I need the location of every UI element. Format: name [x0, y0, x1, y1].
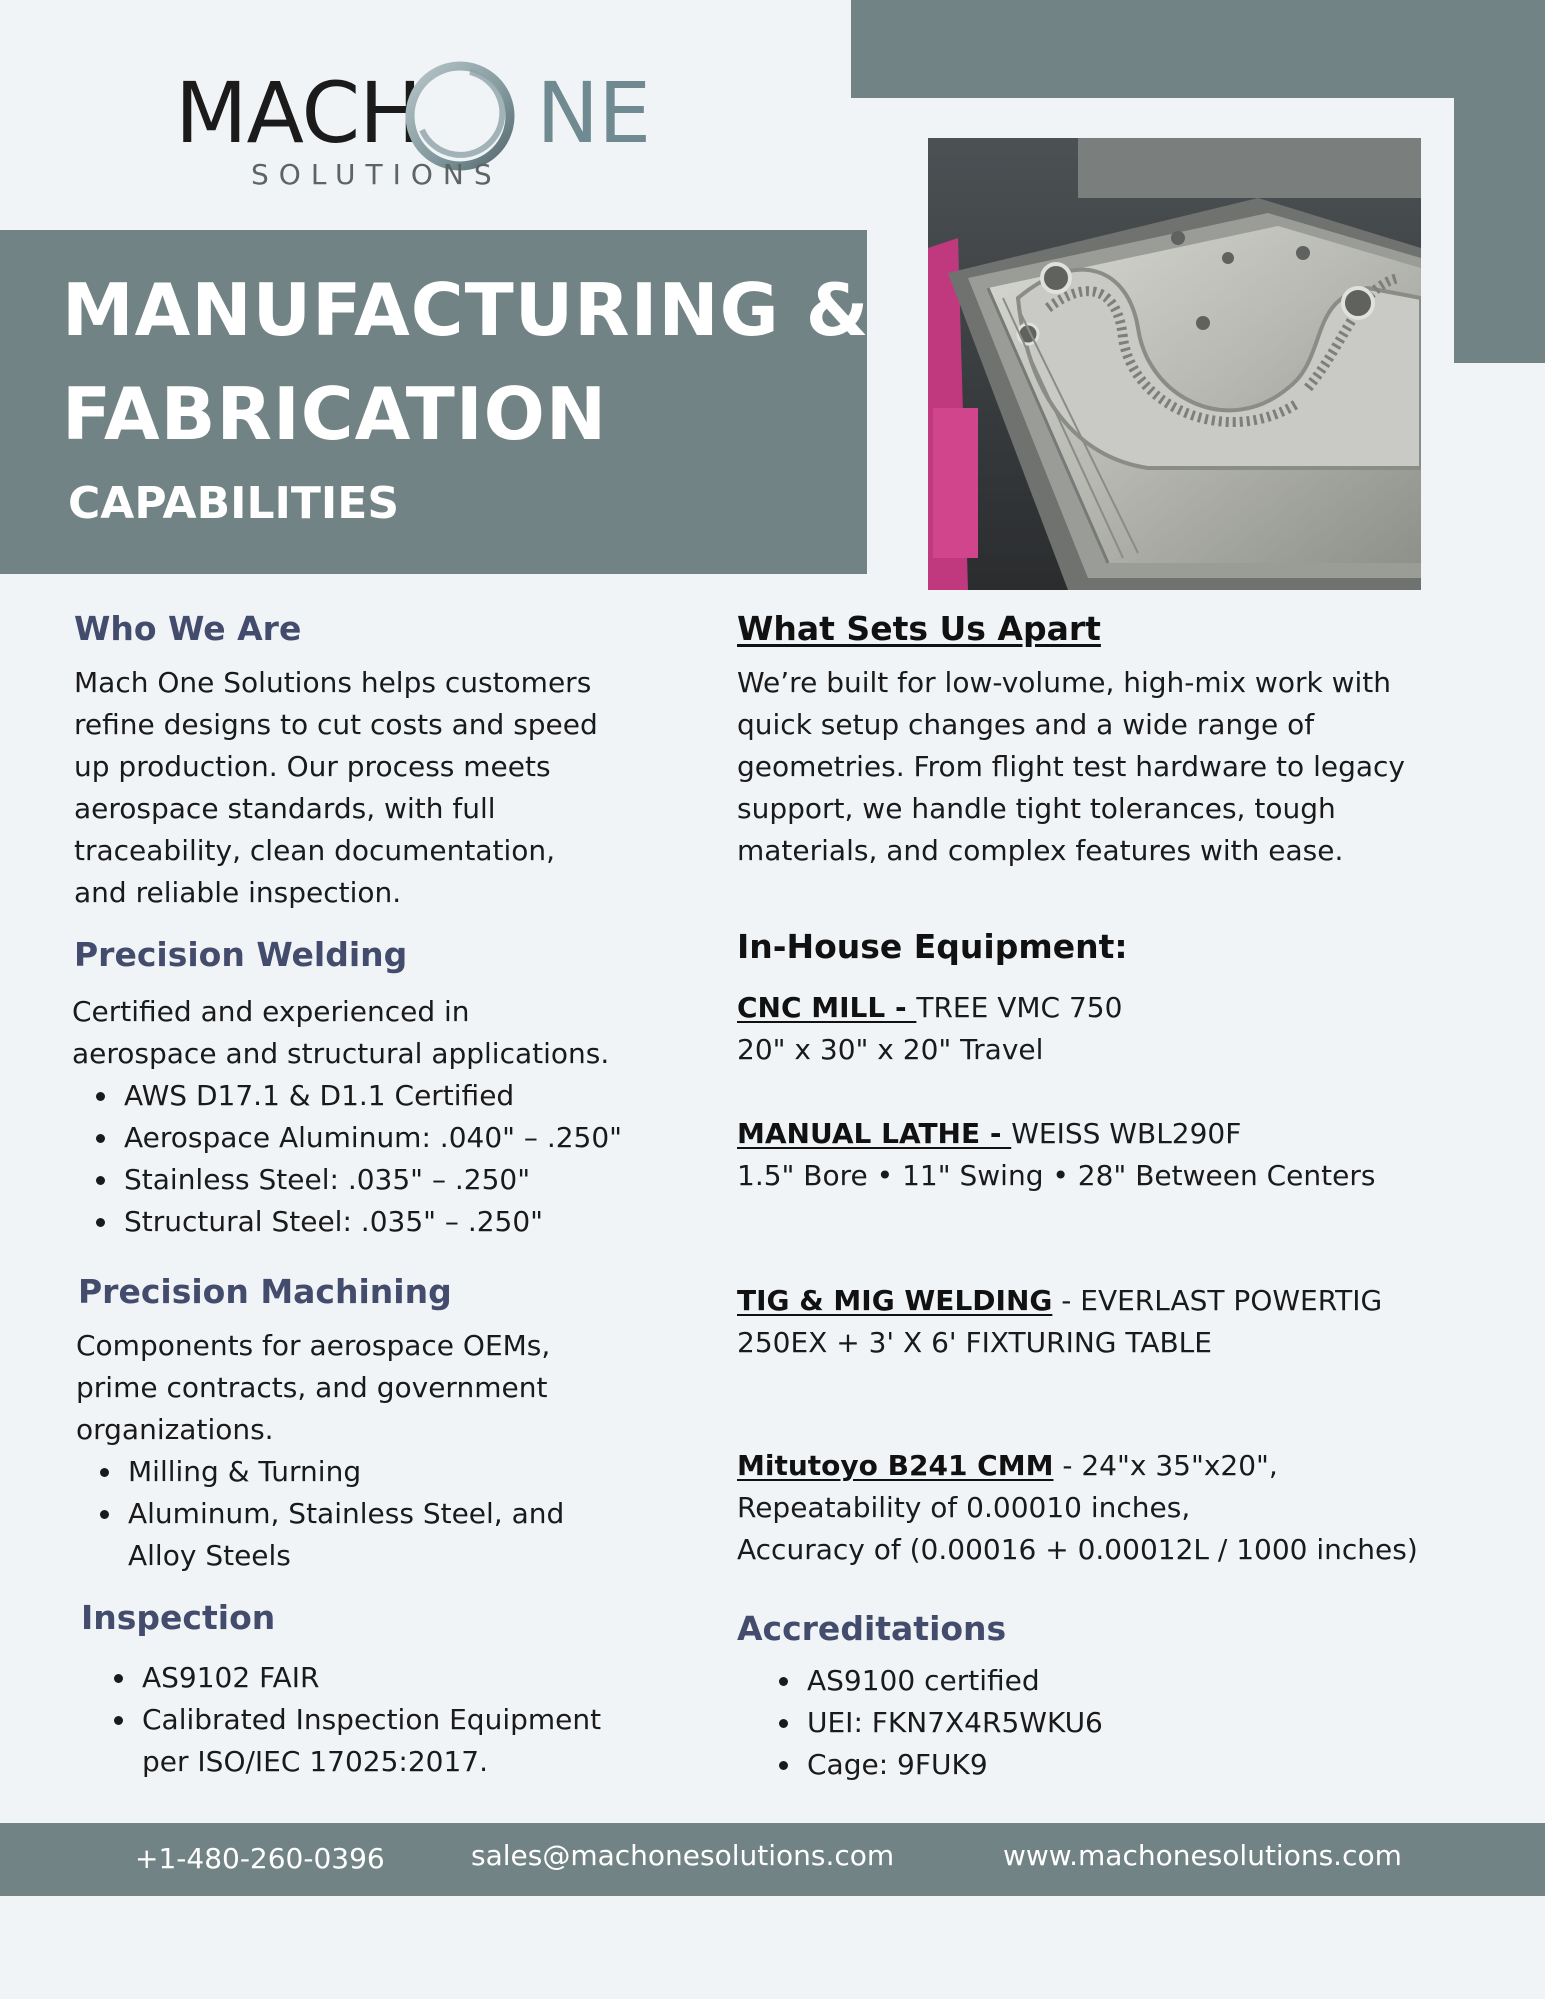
text-line: quick setup changes and a wide range of [737, 708, 1315, 741]
logo-ring-icon [400, 50, 524, 174]
logo-subtitle: SOLUTIONS [251, 158, 502, 191]
equipment-heading: In-House Equipment: [737, 927, 1128, 966]
list-item-continuation [90, 1741, 710, 1783]
cmm-size: - 24"x 35"x20", [1053, 1449, 1278, 1482]
accreditations-heading: Accreditations [737, 1609, 1007, 1648]
list-item-continuation [76, 1535, 716, 1577]
precision-machining-heading: Precision Machining [78, 1272, 452, 1311]
text-line: organizations. [76, 1413, 274, 1446]
title-line-2: FABRICATION [62, 372, 608, 456]
machined-part-photo [928, 138, 1421, 590]
footer-phone[interactable]: +1-480-260-0396 [135, 1842, 385, 1875]
manual-lathe-specs: 1.5" Bore • 11" Swing • 28" Between Centers [737, 1159, 1376, 1192]
cnc-mill-model: TREE VMC 750 [916, 991, 1123, 1024]
who-we-are-heading: Who We Are [74, 609, 302, 648]
text-line: Certified and experienced in [72, 995, 470, 1028]
cmm-label: Mitutoyo B241 CMM [737, 1449, 1054, 1482]
text-line: materials, and complex features with ease. [737, 834, 1344, 867]
inspection-list [90, 1657, 710, 1783]
equipment-cmm [737, 1445, 1527, 1571]
text-line: Mach One Solutions helps customers [74, 666, 592, 699]
equipment-cnc-mill [737, 987, 1517, 1071]
corner-decoration-side [1454, 0, 1545, 363]
what-sets-us-apart-text [737, 662, 1497, 872]
precision-machining-list [76, 1451, 716, 1577]
welding-model: - EVERLAST POWERTIG [1052, 1284, 1383, 1317]
precision-welding-text [72, 991, 712, 1075]
title-banner [0, 230, 870, 574]
equipment-welding [737, 1280, 1517, 1364]
list-item: AS9102 FAIR [90, 1657, 710, 1699]
welding-table: 250EX + 3' X 6' FIXTURING TABLE [737, 1326, 1212, 1359]
text-line: prime contracts, and government [76, 1371, 548, 1404]
text-line: geometries. From flight test hardware to legacy [737, 750, 1405, 783]
welding-label: TIG & MIG WELDING [737, 1284, 1053, 1317]
footer-email[interactable]: sales@machonesolutions.com [471, 1839, 895, 1872]
equipment-manual-lathe [737, 1113, 1517, 1197]
text-line: refine designs to cut costs and speed [74, 708, 598, 741]
list-item: Stainless Steel: .035" – .250" [72, 1159, 712, 1201]
precision-welding-list [72, 1075, 712, 1243]
who-we-are-text [74, 662, 694, 914]
list-item: Cage: 9FUK9 [755, 1744, 1355, 1786]
title-line-1: MANUFACTURING & [62, 268, 870, 352]
cmm-accuracy: Accuracy of (0.00016 + 0.00012L / 1000 inches) [737, 1533, 1418, 1566]
text-line: aerospace and structural applications. [72, 1037, 610, 1070]
text-line: Components for aerospace OEMs, [76, 1329, 551, 1362]
list-item: Aerospace Aluminum: .040" – .250" [72, 1117, 712, 1159]
list-item: AWS D17.1 & D1.1 Certified [72, 1075, 712, 1117]
cnc-mill-travel: 20" x 30" x 20" Travel [737, 1033, 1044, 1066]
footer-website[interactable]: www.machonesolutions.com [1003, 1839, 1402, 1872]
list-item: Structural Steel: .035" – .250" [72, 1201, 712, 1243]
text-line: up production. Our process meets [74, 750, 551, 783]
corner-decoration-top [851, 0, 1545, 98]
text-line: We’re built for low-volume, high-mix work with [737, 666, 1391, 699]
what-sets-us-apart-heading: What Sets Us Apart [737, 609, 1101, 648]
list-item: UEI: FKN7X4R5WKU6 [755, 1702, 1355, 1744]
list-item: Calibrated Inspection Equipment [90, 1699, 710, 1741]
continuation-text: Alloy Steels [128, 1539, 291, 1572]
precision-machining-text [76, 1325, 716, 1451]
contact-footer [0, 1823, 1545, 1896]
cnc-mill-label: CNC MILL - [737, 991, 917, 1024]
text-line: traceability, clean documentation, [74, 834, 556, 867]
text-line: support, we handle tight tolerances, tough [737, 792, 1336, 825]
list-item: Aluminum, Stainless Steel, and [76, 1493, 716, 1535]
manual-lathe-label: MANUAL LATHE - [737, 1117, 1012, 1150]
cmm-repeatability: Repeatability of 0.00010 inches, [737, 1491, 1191, 1524]
list-item: AS9100 certified [755, 1660, 1355, 1702]
inspection-heading: Inspection [81, 1598, 276, 1637]
company-logo [175, 48, 651, 198]
accreditations-list [755, 1660, 1355, 1786]
title-subtitle: CAPABILITIES [68, 478, 400, 529]
precision-welding-heading: Precision Welding [74, 935, 408, 974]
text-line: aerospace standards, with full [74, 792, 496, 825]
manual-lathe-model: WEISS WBL290F [1011, 1117, 1242, 1150]
logo-text-ne: NE [536, 64, 651, 162]
text-line: and reliable inspection. [74, 876, 402, 909]
continuation-text: per ISO/IEC 17025:2017. [142, 1745, 488, 1778]
list-item: Milling & Turning [76, 1451, 716, 1493]
logo-text-mach: MACH [175, 64, 422, 162]
